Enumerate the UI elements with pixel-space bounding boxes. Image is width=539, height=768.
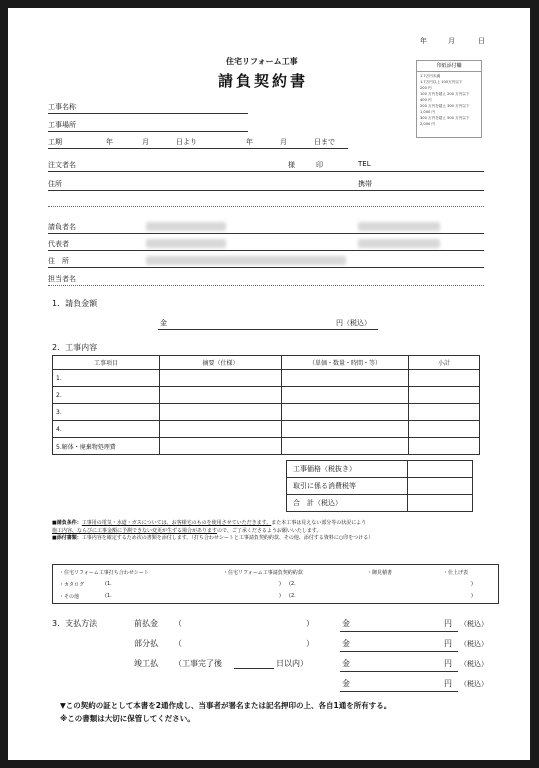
- stamp-row: 2,000 円: [420, 122, 436, 126]
- row-item-demolition: 5.解体・廃棄物処理費: [53, 438, 160, 455]
- stamp-row: 300 万円を超え 500 万円以下: [420, 116, 470, 120]
- completion-amount-field[interactable]: [340, 671, 458, 672]
- redacted-contractor-address: [146, 256, 346, 265]
- date-month: 月: [448, 37, 455, 45]
- section2-heading: 2．工事内容: [52, 343, 98, 352]
- table-row[interactable]: [53, 438, 480, 455]
- period-start-year: 年: [106, 138, 113, 146]
- work-name-field[interactable]: [48, 113, 248, 114]
- table-row[interactable]: [53, 370, 480, 387]
- table-header-row: [53, 356, 480, 370]
- contract-sheet: 年 月 日 住宅リフォーム工事 請負契約書 印紙添付欄 1.7万円未満 1.7万円以上 100万円以下 200 円 100 万円を超え 200 万円以下 400 円 200 万円を超え 300 万円以下 1,000 円 300 万円を超え 500 万円以下 2,000 円 工事名称 工事場所 工期 年 月 日より 年 月 日まで 注文者名 様 印 TEL 住所 携帯 請負者名 代表者 住 所 担当者名 1．請負金額 金 円（税込） 2．工事内容 工事項目 摘要（仕様） （単価・数量・時間・等） 小計 1. 2. 3. 4. 5.解体・廃棄物処理費 工事価格（税抜き） 取引に係る消費税等 合 計（税込） ■請負条件：工事用の電気・水道・ガスについては、お客様宅のものを使用させていただきます。また本工事は見えない部分等の状況により 施工内容、ならびに工事金額に予測できない変更が生ずる場合がありますので、ご了承くださるようお願いいたします。 ■添付書類：工事内容を確定するため次の書類を添付します。（打ち合わせシートと工事請負契約約款、その他、添付する資料に○印をつける） ・住宅リフォーム工事打ち合わせシート ・住宅リフォーム工事請負契約約款 ・御見積書 ・仕上げ表 ・カタログ (1. ) (2. ) ・その他 (1. ) (2. ) 3．支払方法 前払金 （ ） 金 円 （税込） 部分払 （ ） 金 円 （税込） 竣工払 （工事完了後 日以内） 金 円 （税込） 金 円 （税込） ▼この契約の証として本書を2通作成し、当事者が署名または記名押印の上、各自1通を所有する。 ※この書類は大切に保管してください。: [8, 8, 530, 760]
- stamp-row: 400 円: [420, 98, 432, 102]
- contractor-person-field[interactable]: [48, 285, 484, 286]
- col-header-spec: 摘要（仕様）: [160, 356, 282, 370]
- contractor-label: 請負者名: [48, 223, 76, 231]
- attach-estimate[interactable]: ・御見積書: [367, 570, 393, 576]
- total-sum-label: 合 計（税込）: [287, 495, 408, 512]
- period-end-month: 月: [280, 138, 287, 146]
- attachments-box: ・住宅リフォーム工事打ち合わせシート ・住宅リフォーム工事請負契約約款 ・御見積書 ・仕上げ表 ・カタログ (1. ) (2. ) ・その他 (1. ) (2. ): [52, 564, 499, 604]
- orderer-tel-label: TEL: [358, 160, 371, 168]
- work-period-label: 工期: [48, 138, 62, 146]
- contractor-rep-field[interactable]: [48, 250, 484, 251]
- subtitle: 住宅リフォーム工事: [226, 57, 298, 66]
- stamp-box-title: 印紙添付欄: [417, 61, 481, 72]
- revenue-stamp-box: [416, 60, 482, 138]
- contractor-address-label: 住 所: [48, 257, 69, 265]
- work-name-label: 工事名称: [48, 103, 76, 111]
- work-place-field[interactable]: [48, 131, 248, 132]
- contractor-name-field[interactable]: [48, 233, 484, 234]
- extra-amount-field[interactable]: [340, 691, 458, 692]
- redacted-contractor-name: [146, 222, 226, 231]
- orderer-label: 注文者名: [48, 161, 76, 169]
- contract-conditions: ■請負条件：工事用の電気・水道・ガスについては、お客様宅のものを使用させていただきます。また本工事は見えない部分等の状況により 施工内容、ならびに工事金額に予測できない変更が生ずる場合がありますので、ご了承くださるようお願いいたします。 ■添付書類：工事内容を確定するため次の書類を添付します。（打ち合わせシートと工事請負契約約款、その他、添付する資料に○印をつける）: [52, 520, 374, 541]
- orderer-mobile-label: 携帯: [358, 180, 372, 188]
- page-title: 請負契約書: [218, 72, 309, 90]
- contractor-person-label: 担当者名: [48, 275, 76, 283]
- period-end-year: 年: [246, 138, 253, 146]
- redacted-representative: [146, 239, 226, 248]
- period-end-day: 日まで: [314, 138, 335, 146]
- col-header-item: 工事項目: [53, 356, 160, 370]
- advance-label: 前払金: [134, 619, 158, 628]
- contract-amount-field[interactable]: [158, 329, 378, 330]
- work-place-label: 工事場所: [48, 121, 76, 129]
- total-row[interactable]: [287, 495, 473, 512]
- attach-terms[interactable]: ・住宅リフォーム工事請負契約約款: [223, 570, 303, 576]
- stamp-row: 1.7万円以上 100万円以下: [420, 80, 463, 84]
- attach-catalog[interactable]: ・カタログ: [59, 582, 85, 588]
- stamp-row: 100 万円を超え 200 万円以下: [420, 92, 470, 96]
- col-header-subtotal: 小計: [409, 356, 480, 370]
- work-period-field[interactable]: [48, 148, 348, 149]
- row-item: 1.: [53, 370, 160, 387]
- contractor-address-field[interactable]: [48, 267, 484, 268]
- total-price-label: 工事価格（税抜き）: [287, 461, 408, 478]
- orderer-address-label: 住所: [48, 180, 62, 188]
- contract-amount-yen: 円（税込）: [336, 319, 371, 327]
- row-item: 2.: [53, 387, 160, 404]
- partial-amount-field[interactable]: [340, 651, 458, 652]
- completion-days-field[interactable]: [234, 668, 274, 669]
- stamp-row: 200 万円を超え 300 万円以下: [420, 104, 470, 108]
- redacted-contractor-tel: [358, 222, 440, 231]
- section1-heading: 1．請負金額: [52, 299, 98, 308]
- period-start-month: 月: [142, 138, 149, 146]
- orderer-seal: 様 印: [288, 161, 323, 169]
- table-row[interactable]: [53, 387, 480, 404]
- footer-notice: ▼この契約の証として本書を2通作成し、当事者が署名または記名押印の上、各自1通を所有する。: [60, 701, 392, 710]
- attach-finish-table[interactable]: ・仕上げ表: [443, 570, 469, 576]
- total-row[interactable]: [287, 461, 473, 478]
- attach-other[interactable]: ・その他: [59, 594, 80, 600]
- col-header-unit: （単価・数量・時間・等）: [282, 356, 409, 370]
- totals-table: [286, 460, 473, 512]
- total-row[interactable]: [287, 478, 473, 495]
- work-content-table: [52, 355, 480, 455]
- stamp-row: 1,000 円: [420, 110, 436, 114]
- period-start-day: 日より: [176, 138, 197, 146]
- date-day: 日: [478, 37, 485, 45]
- contractor-rep-label: 代表者: [48, 240, 69, 248]
- completion-label: 竣工払: [134, 659, 158, 668]
- stamp-row: 1.7万円未満: [420, 74, 441, 78]
- date-year: 年: [420, 37, 427, 45]
- table-row[interactable]: [53, 404, 480, 421]
- attach-meeting-sheet[interactable]: ・住宅リフォーム工事打ち合わせシート: [59, 570, 149, 576]
- section3-heading: 3．支払方法: [52, 619, 98, 628]
- partial-label: 部分払: [134, 639, 158, 648]
- total-tax-label: 取引に係る消費税等: [287, 478, 408, 495]
- redacted-representative-tel: [358, 239, 440, 248]
- orderer-name-field[interactable]: [48, 171, 484, 172]
- row-item: 3.: [53, 404, 160, 421]
- footer-keep-notice: ※この書類は大切に保管してください。: [60, 714, 195, 723]
- orderer-address-field[interactable]: [48, 190, 484, 191]
- orderer-address-line2[interactable]: [48, 206, 484, 207]
- table-row[interactable]: [53, 421, 480, 438]
- advance-amount-field[interactable]: [340, 631, 458, 632]
- contract-amount-kin: 金: [160, 319, 167, 327]
- row-item: 4.: [53, 421, 160, 438]
- stamp-row: 200 円: [420, 86, 432, 90]
